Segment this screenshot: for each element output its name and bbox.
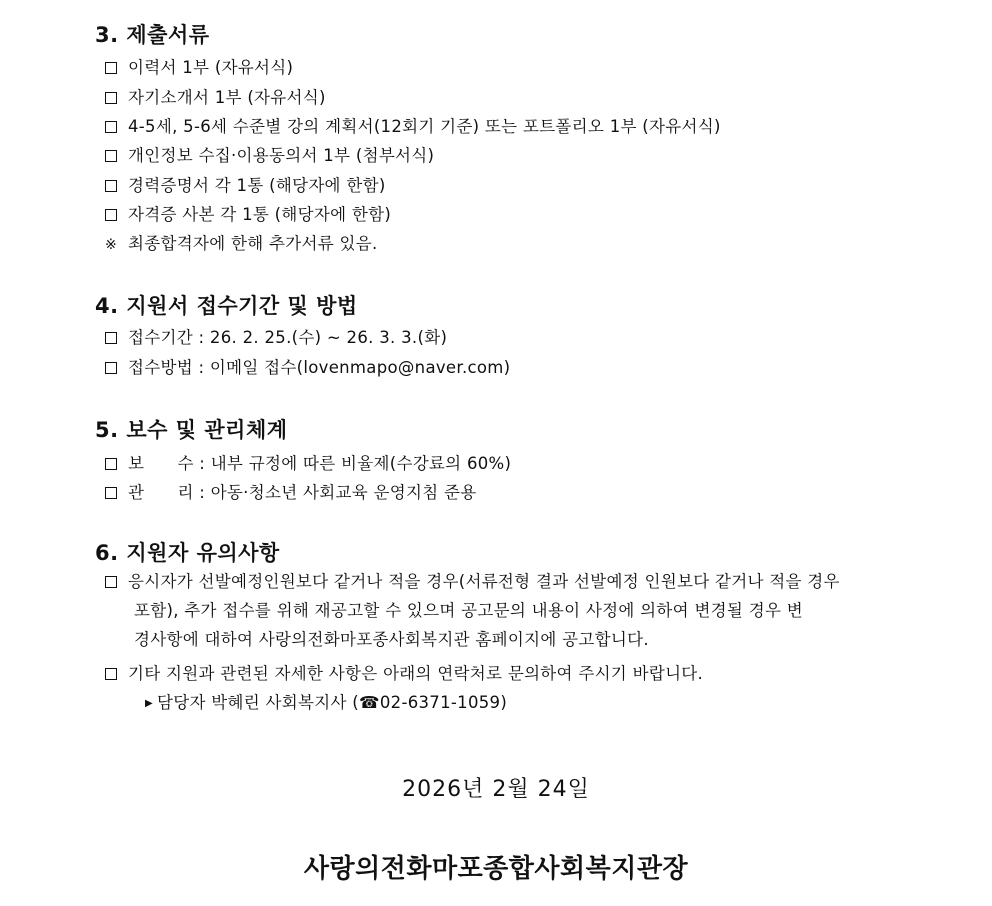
management-item: 관 리 : 아동·청소년 사회교육 운영지침 준용	[105, 479, 476, 503]
checkbox-icon	[105, 332, 117, 344]
section-6-title: 6. 지원자 유의사항	[95, 541, 280, 565]
doc-item-self-intro: 자기소개서 1부 (자유서식)	[105, 84, 326, 108]
checkbox-icon	[105, 121, 117, 133]
checkbox-icon	[105, 62, 117, 74]
section-3-title: 3. 제출서류	[95, 23, 210, 47]
reference-mark-icon: ※	[105, 237, 118, 253]
checkbox-icon	[105, 92, 117, 104]
doc-item-license-copy: 자격증 사본 각 1통 (해당자에 한함)	[105, 201, 391, 225]
document-date: 2026년 2월 24일	[402, 777, 590, 802]
contact-line: ▶ 담당자 박혜린 사회복지사 (☎02-6371-1059)	[145, 693, 508, 712]
checkbox-icon	[105, 576, 117, 588]
notice-paragraph-1: 응시자가 선발예정인원보다 같거나 적을 경우(서류전형 결과 선발예정 인원보다 같거나 적을 경우 포함), 추가 접수를 위해 재공고할 수 있으며 공고문의 내용이 사정에 의하여 변경될 경우 변 경사항에 대하여 사랑의전화마포종사회복지관 홈페이지에 공고합니다.	[105, 567, 905, 654]
doc-item-resume: 이력서 1부 (자유서식)	[105, 54, 293, 78]
triangle-bullet-icon: ▶	[145, 698, 153, 709]
checkbox-icon	[105, 180, 117, 192]
application-period: 접수기간 : 26. 2. 25.(수) ~ 26. 3. 3.(화)	[105, 324, 447, 348]
checkbox-icon	[105, 209, 117, 221]
checkbox-icon	[105, 668, 117, 680]
pay-item: 보 수 : 내부 규정에 따른 비율제(수강료의 60%)	[105, 450, 511, 474]
organization-signature: 사랑의전화마포종합사회복지관장	[303, 854, 689, 884]
section-5-title: 5. 보수 및 관리체계	[95, 418, 288, 442]
doc-item-career-cert: 경력증명서 각 1통 (해당자에 한함)	[105, 172, 386, 196]
application-method: 접수방법 : 이메일 접수(lovenmapo@naver.com)	[105, 354, 510, 378]
notice-paragraph-2: 기타 지원과 관련된 자세한 사항은 아래의 연락처로 문의하여 주시기 바랍니다.	[105, 660, 703, 684]
checkbox-icon	[105, 150, 117, 162]
doc-item-privacy-consent: 개인정보 수집·이용동의서 1부 (첨부서식)	[105, 142, 434, 166]
checkbox-icon	[105, 458, 117, 470]
doc-item-lesson-plan: 4-5세, 5-6세 수준별 강의 계획서(12회기 기준) 또는 포트폴리오 1부 (자유서식)	[105, 113, 721, 137]
section-4-title: 4. 지원서 접수기간 및 방법	[95, 294, 358, 318]
doc-note: ※ 최종합격자에 한해 추가서류 있음.	[105, 234, 378, 253]
checkbox-icon	[105, 362, 117, 374]
checkbox-icon	[105, 487, 117, 499]
